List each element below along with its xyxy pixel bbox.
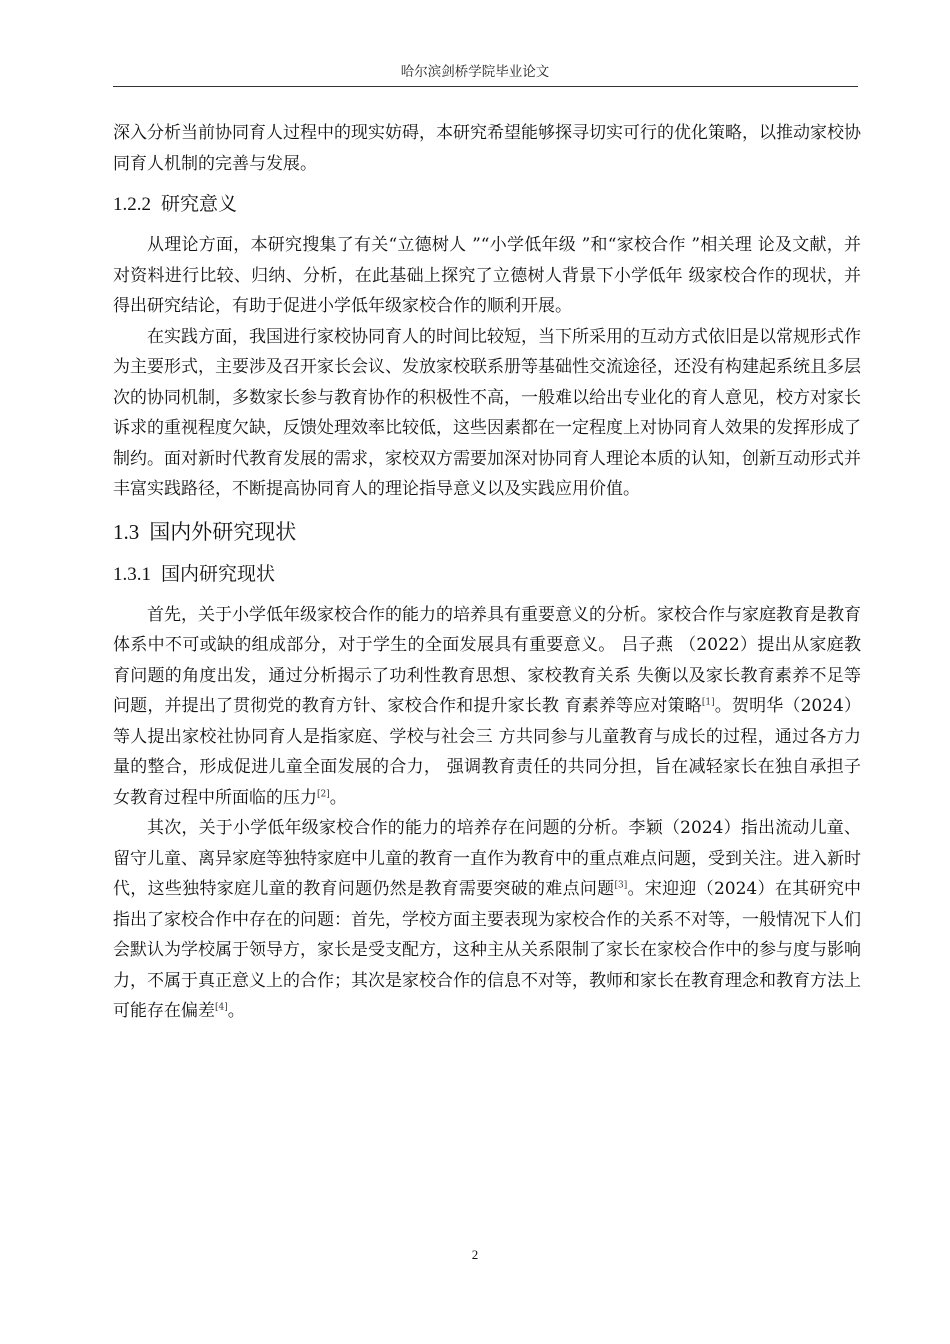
section-title: 国内外研究现状: [149, 519, 297, 544]
paragraph-domestic-significance: [113, 600, 861, 814]
heading-1-3: [113, 517, 861, 547]
text-run: 。贺明华（2024）等人提出家校社协同育人是指家庭、学校与社会三 方共同参与儿童教育与成长的过程，通过各方力量的整合，形成促进儿童全面发展的合力， 强调教育责任的共同分担，旨在减轻家长在独自承担子女教育过程中所面临的压力: [113, 696, 862, 808]
section-number: 1.3.1: [113, 563, 151, 585]
citation-ref-4: [4]: [215, 1002, 228, 1013]
citation-ref-2: [2]: [317, 788, 330, 799]
section-title: 国内研究现状: [161, 562, 276, 585]
paragraph-practice: 在实践方面，我国进行家校协同育人的时间比较短，当下所采用的互动方式依旧是以常规形式作为主要形式，主要涉及召开家长会议、发放家校联系册等基础性交流途径，还没有构建起系统且多层次的协同机制，多数家长参与教育协作的积极性不高，一般难以给出专业化的育人意见，校方对家长诉求的重视程度欠缺，反馈处理效率比较低，这些因素都在一定程度上对协同育人效果的发挥形成了制约。面对新时代教育发展的需求，家校双方需要加深对协同育人理论本质的认知，创新互动形式并丰富实践路径，不断提高协同育人的理论指导意义以及实践应用价值。: [113, 326, 861, 499]
section-number: 1.3: [113, 519, 140, 544]
text-run: 其次，关于小学低年级家校合作的能力的培养存在问题的分析。李颖（2024）指出流动儿童、留守儿童、离异家庭等独特家庭中儿童的教育一直作为教育中的重点难点问题，受到关注。进入新时代，这些独特家庭儿童的教育问题仍然是教育需要突破的难点问题: [113, 818, 861, 899]
paragraph-theory: 从理论方面，本研究搜集了有关“立德树人 ”“小学低年级 ”和“家校合作 ”相关理 论及文献，并对资料进行比较、归纳、分析，在此基础上探究了立德树人背景下小学低年 级家校合作的现状，并得出研究结论，有助于促进小学低年级家校合作的顺利开展。: [113, 235, 861, 316]
text-run: 。: [329, 787, 347, 808]
citation-ref-3: [3]: [614, 880, 628, 891]
text-run: 首先，关于小学低年级家校合作的能力的培养具有重要意义的分析。家校合作与家庭教育是教育体系中不可或缺的组成部分，对于学生的全面发展具有重要意义。 吕子燕 （2022）提出从家庭教育问题的角度出发，通过分析揭示了功利性教育思想、家校教育关系 失衡以及家长教育素养不足等问题，并提出了贯彻党的教育方针、家校合作和提升家长教 育素养等应对策略: [113, 604, 861, 716]
section-number: 1.2.2: [113, 194, 151, 215]
paragraph-domestic-problems: [113, 813, 861, 1027]
page-number: 2: [471, 1247, 479, 1262]
intro-paragraph: 深入分析当前协同育人过程中的现实妨碍，本研究希望能够探寻切实可行的优化策略，以推动家校协同育人机制的完善与发展。: [113, 123, 861, 174]
page-header: 哈尔滨剑桥学院毕业论文: [400, 64, 550, 80]
header-rule: [113, 86, 858, 87]
heading-1-3-1: [113, 559, 861, 590]
page-content: [113, 118, 861, 1027]
heading-1-2-2: [113, 189, 861, 220]
citation-ref-1: [1]: [701, 697, 715, 708]
text-run: 。宋迎迎（2024）在其研究中指出了家校合作中存在的问题：首先，学校方面主要表现为家校合作的关系不对等，一般情况下人们会默认为学校属于领导方，家长是受支配方，这种主从关系限制了家长在家校合作中的参与度与影响力，不属于真正意义上的合作；其次是家校合作的信息不对等，教师和家长在教育理念和教育方法上可能存在偏差: [113, 879, 862, 1021]
section-title: 研究意义: [161, 193, 238, 215]
text-run: 。: [227, 1001, 245, 1021]
